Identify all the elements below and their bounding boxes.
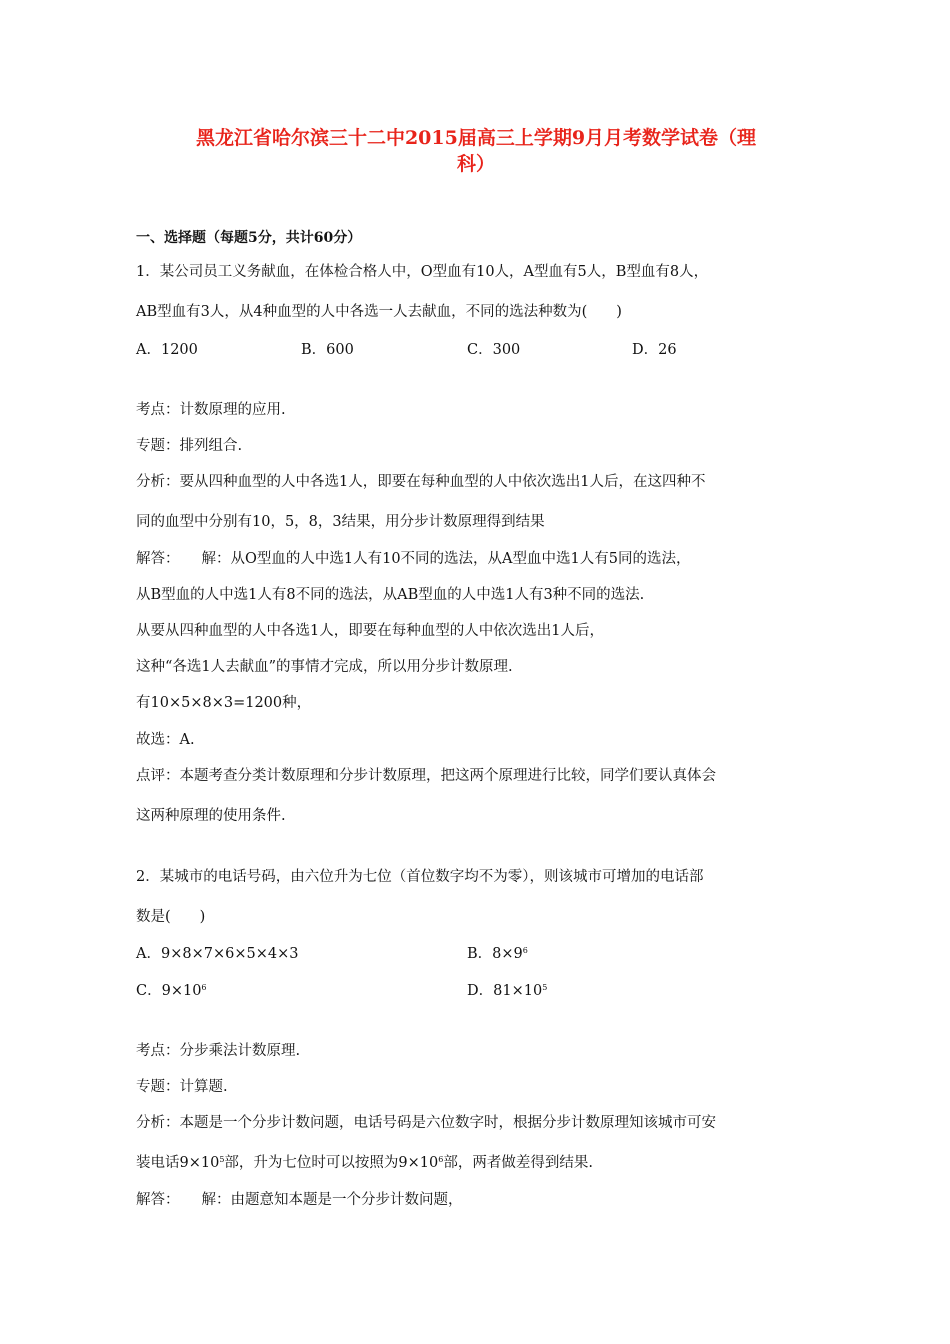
q1-fenxi-line1: 分析：要从四种血型的人中各选1人，即要在每种血型的人中依次选出1人后，在这四种不 [136, 474, 706, 490]
q1-fenxi-line2: 同的血型中分别有10，5，8，3结果，用分步计数原理得到结果 [136, 514, 545, 530]
q1-jieda-line2: 从B型血的人中选1人有8不同的选法，从AB型血的人中选1人有3种不同的选法. [136, 587, 645, 603]
q1-kaodian: 考点：计数原理的应用. [136, 402, 286, 418]
q1-stem-line2: AB型血有3人，从4种血型的人中各选一人去献血，不同的选法种数为( ) [136, 304, 622, 320]
q2-fenxi2-part3: 部，两者做差得到结果. [443, 1155, 593, 1171]
q2-fenxi-line2 [136, 1153, 593, 1173]
q2-zhuanti: 专题：计算题. [136, 1079, 228, 1095]
q2-stem-line1: 2．某城市的电话号码，由六位升为七位（首位数字均不为零），则该城市可增加的电话部 [136, 869, 704, 885]
q2-option-d-exponent: 5 [542, 983, 548, 992]
q2-fenxi2-part1: 装电话9×10 [136, 1155, 220, 1171]
q1-dianping-line2: 这两种原理的使用条件. [136, 808, 286, 824]
q1-jieda-line1 [136, 549, 690, 569]
q1-jieda-line5: 有10×5×8×3=1200种， [136, 695, 312, 711]
q1-option-a: A．1200 [136, 342, 198, 358]
q2-jieda-label: 解答： [136, 1192, 180, 1208]
q2-fenxi-line1: 分析：本题是一个分步计数问题，电话号码是六位数字时，根据分步计数原理知该城市可安 [136, 1115, 716, 1131]
q2-kaodian: 考点：分步乘法计数原理. [136, 1043, 301, 1059]
q2-fenxi2-part2: 部，升为七位时可以按照为9×10 [224, 1155, 439, 1171]
q2-option-c-base: C．9×10 [136, 983, 202, 999]
q2-option-c-exponent: 6 [201, 983, 207, 992]
q2-option-d-base: D．81×10 [467, 983, 543, 999]
q2-fenxi2-exponent1: 5 [219, 1155, 225, 1164]
q1-dianping-line1: 点评：本题考查分类计数原理和分步计数原理，把这两个原理进行比较，同学们要认真体会 [136, 768, 716, 784]
q1-option-b: B．600 [301, 342, 354, 358]
q2-option-a: A．9×8×7×6×5×4×3 [136, 946, 299, 962]
q2-option-b-base: B．8×9 [467, 946, 523, 962]
q2-jieda-line1 [136, 1190, 463, 1210]
q2-fenxi2-exponent2: 6 [438, 1155, 444, 1164]
q2-option-c [136, 981, 207, 1001]
q1-option-d: D．26 [632, 342, 677, 358]
q1-jieda-line3: 从要从四种血型的人中各选1人，即要在每种血型的人中依次选出1人后， [136, 623, 604, 639]
q1-jieda-text1: 解：从O型血的人中选1人有10不同的选法，从A型血中选1人有5同的选法， [201, 551, 691, 567]
q2-jieda-text1: 解：由题意知本题是一个分步计数问题， [201, 1192, 463, 1208]
q1-option-c: C．300 [467, 342, 521, 358]
section-heading: 一、选择题（每题5分，共计60分） [136, 230, 362, 246]
q1-jieda-line6: 故选：A. [136, 732, 195, 748]
q2-option-b-exponent: 6 [522, 946, 528, 955]
q2-stem-line2: 数是( ) [136, 909, 206, 925]
q2-option-d [467, 981, 547, 1001]
q1-stem-line1: 1．某公司员工义务献血，在体检合格人中，O型血有10人，A型血有5人，B型血有8人， [136, 264, 709, 280]
q1-jieda-line4: 这种“各选1人去献血”的事情才完成，所以用分步计数原理. [136, 659, 513, 675]
page-title-line1: 黑龙江省哈尔滨三十二中2015届高三上学期9月月考数学试卷（理 [195, 127, 757, 149]
page-title-line2: 科） [456, 153, 495, 175]
q2-option-b [467, 944, 528, 964]
q1-jieda-label: 解答： [136, 551, 180, 567]
q1-zhuanti: 专题：排列组合. [136, 438, 243, 454]
